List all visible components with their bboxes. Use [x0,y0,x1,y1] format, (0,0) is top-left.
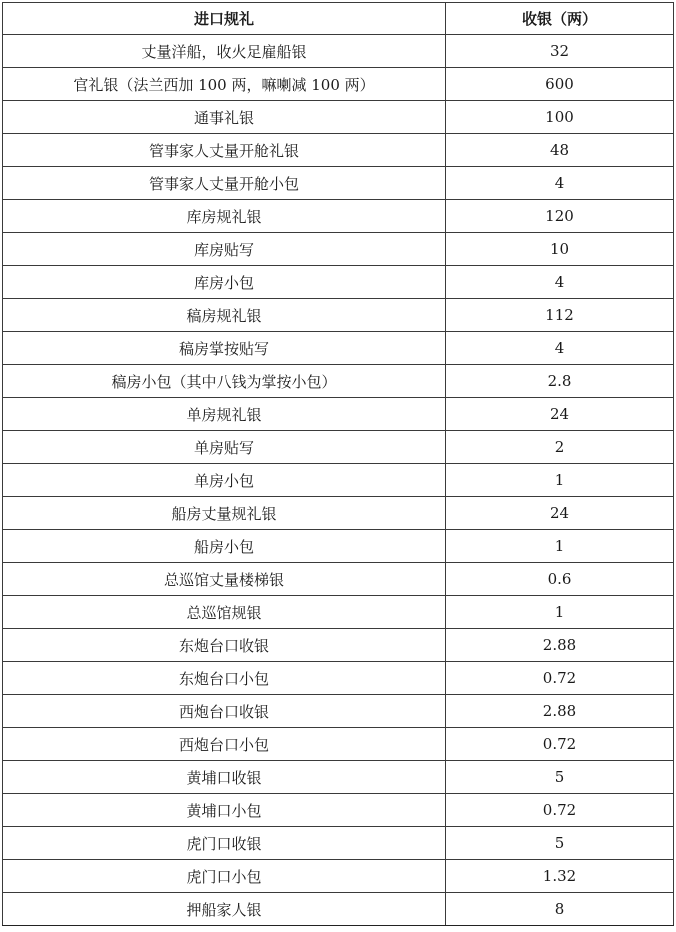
amount-cell: 4 [446,266,674,299]
table-row [3,101,674,134]
item-cell: 押船家人银 [3,893,446,926]
amount-cell: 32 [446,35,674,68]
amount-cell: 1 [446,596,674,629]
item-cell: 稿房掌按贴写 [3,332,446,365]
table-row [3,464,674,497]
item-cell: 虎门口小包 [3,860,446,893]
item-cell: 稿房小包（其中八钱为掌按小包） [3,365,446,398]
amount-cell: 24 [446,497,674,530]
table-row [3,497,674,530]
item-cell: 总巡馆丈量楼梯银 [3,563,446,596]
amount-cell: 1 [446,464,674,497]
amount-cell: 2 [446,431,674,464]
item-cell: 稿房规礼银 [3,299,446,332]
table-row [3,134,674,167]
table-row [3,233,674,266]
table-body [3,35,674,926]
table-header [3,3,674,35]
item-cell: 东炮台口收银 [3,629,446,662]
table-row [3,728,674,761]
item-cell: 单房小包 [3,464,446,497]
table-row [3,398,674,431]
table-row [3,68,674,101]
item-cell: 船房小包 [3,530,446,563]
table-row [3,35,674,68]
item-cell: 西炮台口小包 [3,728,446,761]
amount-cell: 0.72 [446,662,674,695]
table-row [3,893,674,926]
table-row [3,761,674,794]
item-cell: 管事家人丈量开舱礼银 [3,134,446,167]
table-row [3,860,674,893]
item-cell: 通事礼银 [3,101,446,134]
item-cell: 库房贴写 [3,233,446,266]
item-cell: 管事家人丈量开舱小包 [3,167,446,200]
item-cell: 单房贴写 [3,431,446,464]
amount-cell: 1 [446,530,674,563]
table-row [3,695,674,728]
amount-cell: 112 [446,299,674,332]
header-row [3,3,674,35]
table-row [3,596,674,629]
column-header-amount: 收银（两） [446,3,674,35]
table-row [3,200,674,233]
table-row [3,365,674,398]
amount-cell: 2.88 [446,695,674,728]
amount-cell: 100 [446,101,674,134]
table-row [3,629,674,662]
amount-cell: 0.72 [446,794,674,827]
amount-cell: 4 [446,167,674,200]
table-row [3,563,674,596]
item-cell: 单房规礼银 [3,398,446,431]
table-row [3,266,674,299]
amount-cell: 48 [446,134,674,167]
table-row [3,431,674,464]
item-cell: 总巡馆规银 [3,596,446,629]
table-row [3,827,674,860]
amount-cell: 120 [446,200,674,233]
item-cell: 丈量洋船，收火足雇船银 [3,35,446,68]
column-header-item: 进口规礼 [3,3,446,35]
item-cell: 东炮台口小包 [3,662,446,695]
fees-table [2,2,674,926]
table-row [3,299,674,332]
table-row [3,332,674,365]
amount-cell: 5 [446,761,674,794]
item-cell: 库房小包 [3,266,446,299]
table-row [3,662,674,695]
item-cell: 虎门口收银 [3,827,446,860]
amount-cell: 24 [446,398,674,431]
amount-cell: 0.72 [446,728,674,761]
amount-cell: 0.6 [446,563,674,596]
item-cell: 西炮台口收银 [3,695,446,728]
item-cell: 库房规礼银 [3,200,446,233]
amount-cell: 4 [446,332,674,365]
amount-cell: 8 [446,893,674,926]
table-row [3,794,674,827]
amount-cell: 2.8 [446,365,674,398]
amount-cell: 2.88 [446,629,674,662]
item-cell: 黄埔口收银 [3,761,446,794]
item-cell: 船房丈量规礼银 [3,497,446,530]
table-row [3,530,674,563]
amount-cell: 1.32 [446,860,674,893]
amount-cell: 600 [446,68,674,101]
table-row [3,167,674,200]
amount-cell: 10 [446,233,674,266]
item-cell: 官礼银（法兰西加 100 两，嘛喇减 100 两） [3,68,446,101]
item-cell: 黄埔口小包 [3,794,446,827]
amount-cell: 5 [446,827,674,860]
